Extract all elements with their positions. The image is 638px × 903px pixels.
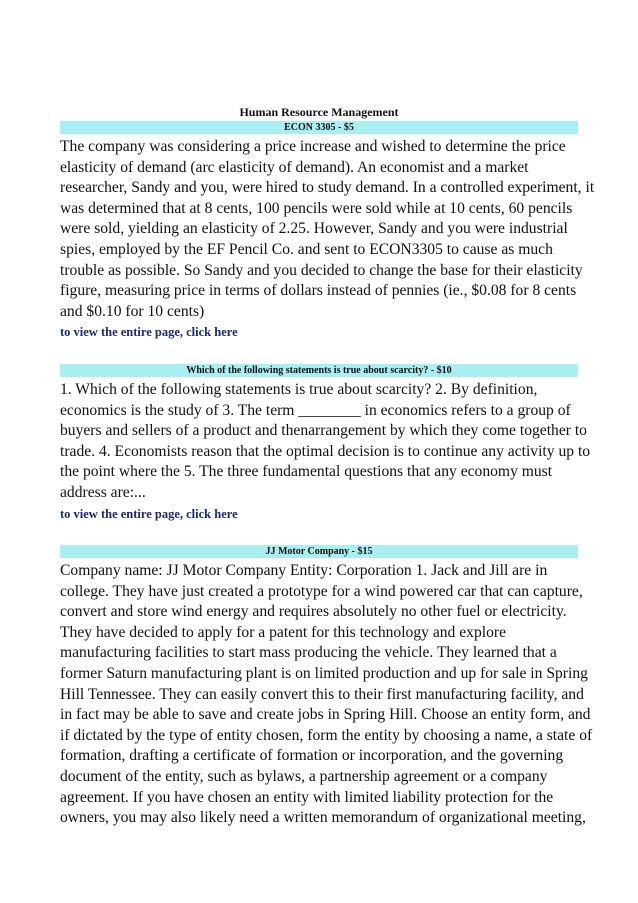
- description-line: in fact may be able to save and create jobs in Spring Hill. Choose an entity form, and: [60, 706, 591, 724]
- section-header: Which of the following statements is true about scarcity? - $10: [60, 364, 578, 377]
- description-line: former Saturn manufacturing plant is on limited production and up for sale in Spring: [60, 664, 588, 682]
- section-description: [60, 137, 595, 322]
- description-line: manufacturing facilities to start mass producing the vehicle. They learned that a: [60, 644, 557, 662]
- section-description: [60, 380, 591, 504]
- description-line: economics is the study of 3. The term ________ in economics refers to a group of: [60, 401, 571, 419]
- description-line: owners, you may also likely need a written memorandum of organizational meeting,: [60, 809, 586, 827]
- description-line: trouble as possible. So Sandy and you decided to change the base for their elasticity: [60, 261, 583, 279]
- section-header: JJ Motor Company - $15: [60, 545, 578, 558]
- description-line: and $0.10 for 10 cents): [60, 302, 205, 320]
- description-line: was determined that at 8 cents, 100 pencils were sold while at 10 cents, 60 pencils: [60, 199, 573, 217]
- section-description: [60, 561, 593, 829]
- description-line: the point where the 5. The three fundamental questions that any economy must: [60, 463, 553, 481]
- product-section-scarcity: [60, 364, 591, 522]
- description-line: researcher, Sandy and you, were hired to study demand. In a controlled experiment, it: [60, 179, 595, 197]
- description-line: figure, measuring price in terms of dollars instead of pennies (ie., $0.08 for 8 cents: [60, 282, 577, 300]
- description-line: Hill Tennessee. They can easily convert this to their first manufacturing facility, and: [60, 685, 584, 703]
- description-line: 1. Which of the following statements is true about scarcity? 2. By definition,: [60, 381, 538, 398]
- page-title: Human Resource Management: [239, 105, 399, 119]
- description-line: document of the entity, such as bylaws, a partnership agreement or a company: [60, 767, 548, 785]
- description-line: were sold, yielding an elasticity of 2.25. However, Sandy and you were industrial: [60, 220, 568, 238]
- view-entire-page-link[interactable]: to view the entire page, click here: [60, 325, 238, 340]
- description-line: They have decided to apply for a patent for this technology and explore: [60, 623, 506, 641]
- description-line: trade. 4. Economists reason that the optimal decision is to continue any activity up to: [60, 442, 591, 460]
- description-line: elasticity of demand (arc elasticity of demand). An economist and a market: [60, 158, 529, 176]
- description-line: Company name: JJ Motor Company Entity: Corporation 1. Jack and Jill are in: [60, 562, 548, 579]
- description-line: agreement. If you have chosen an entity with limited liability protection for the: [60, 788, 554, 806]
- description-line: formation, drafting a certificate of formation or incorporation, and the governing: [60, 747, 564, 765]
- description-line: college. They have just created a prototype for a wind powered car that can capture,: [60, 582, 583, 600]
- product-section-jj-motor: [60, 545, 593, 829]
- description-line: convert and store wind energy and requires absolutely no other fuel or electricity.: [60, 603, 567, 621]
- description-line: spies, employed by the EF Pencil Co. and sent to ECON3305 to cause as much: [60, 240, 553, 258]
- description-line: if dictated by the type of entity chosen, form the entity by choosing a name, a state of: [60, 726, 593, 744]
- view-entire-page-link[interactable]: to view the entire page, click here: [60, 506, 238, 521]
- section-header: ECON 3305 - $5: [60, 121, 578, 134]
- description-line: address are:...: [60, 483, 146, 501]
- product-section-econ-3305: [60, 121, 595, 340]
- description-line: buyers and sellers of a product and thenarrangement by which they come together to: [60, 422, 587, 440]
- description-line: The company was considering a price increase and wished to determine the price: [60, 138, 566, 155]
